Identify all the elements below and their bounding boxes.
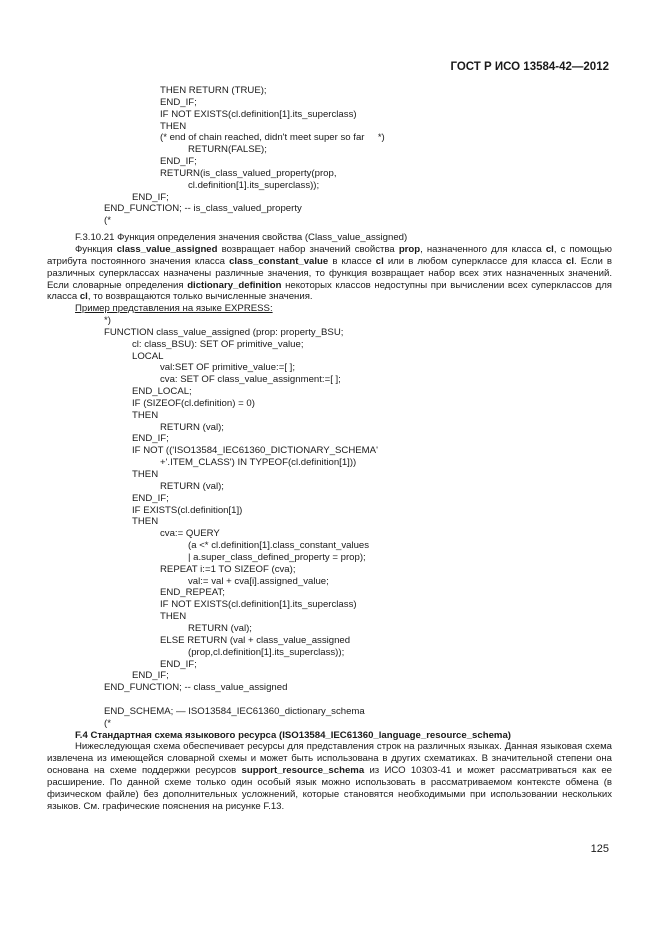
code-line: cl: class_BSU): SET OF primitive_value; — [132, 338, 304, 350]
code-line: END_IF; — [132, 492, 169, 504]
code-line: *) — [104, 315, 111, 327]
code-line: END_FUNCTION; -- class_value_assigned — [104, 682, 288, 694]
code-line: IF EXISTS(cl.definition[1]) — [132, 504, 243, 516]
bold-term: prop — [398, 243, 421, 255]
code-line: cva: SET OF class_value_assignment:=[ ]; — [160, 374, 341, 386]
code-line: END_SCHEMA; — ISO13584_IEC61360_dictionary_schema — [104, 705, 365, 717]
code-line: (* — [104, 215, 111, 227]
document-header: ГОСТ Р ИСО 13584-42—2012 — [450, 61, 609, 73]
code-line: THEN — [160, 611, 187, 623]
code-line: END_REPEAT; — [160, 587, 225, 599]
code-line: RETURN (val); — [160, 480, 224, 492]
bold-term: support_resource_schema — [241, 765, 365, 777]
code-line: THEN — [132, 409, 159, 421]
code-line: REPEAT i:=1 TO SIZEOF (cva); — [160, 563, 296, 575]
code-block-is-class-valued-property — [47, 85, 612, 227]
code-line: val:SET OF primitive_value:=[ ]; — [160, 362, 295, 374]
code-line: IF NOT EXISTS(cl.definition[1].its_superclass) — [160, 108, 357, 120]
page-body — [47, 85, 612, 812]
text-run: Нижеследующая схема обеспечивает ресурсы для представления строк на различных языках. Данная языковая схема извлечена из имеющейся словарной схемы и может быть использована в других схематиках. В значительной степени она основана на схеме поддержки ресурсов — [47, 741, 612, 777]
section-heading-f-3-10-21: F.3.10.21 Функция определения значения свойства (Class_value_assigned) — [75, 232, 408, 244]
code-line: THEN RETURN (TRUE); — [160, 85, 267, 96]
text-run: или в любом суперклассе для класса — [383, 255, 567, 267]
section-paragraph — [47, 244, 612, 303]
code-block-end-schema — [47, 706, 612, 730]
code-line: (prop,cl.definition[1].its_superclass)); — [188, 646, 345, 658]
code-line: (* — [104, 717, 111, 729]
code-line: cva:= QUERY — [160, 528, 220, 540]
code-line: val:= val + cva[i].assigned_value; — [188, 575, 329, 587]
example-label: Пример представления на языке EXPRESS: — [75, 303, 273, 315]
code-line: IF (SIZEOF(cl.definition) = 0) — [132, 397, 255, 409]
code-line: END_IF; — [132, 433, 169, 445]
code-line: cl.definition[1].its_superclass)); — [188, 179, 320, 191]
bold-term: class_value_assigned — [116, 243, 218, 255]
text-run: возвращает набор значений свойства — [217, 243, 399, 255]
code-line: FUNCTION class_value_assigned (prop: property_BSU; — [104, 326, 344, 338]
text-run: в классе — [328, 255, 376, 267]
code-line: ELSE RETURN (val + class_value_assigned — [160, 634, 351, 646]
code-line: END_IF; — [132, 670, 169, 682]
code-line: END_FUNCTION; -- is_class_valued_property — [104, 203, 302, 215]
code-line: RETURN(is_class_valued_property(prop, — [160, 167, 337, 179]
code-line: RETURN (val); — [160, 421, 224, 433]
code-line: | a.super_class_defined_property = prop); — [188, 551, 366, 563]
code-line: LOCAL — [132, 350, 164, 362]
text-run: из ИСО 10303-41 и может рассматриваться как ее расширение. По данной схеме только один особый язык можно использовать в рассматриваемом контексте обмена (в физическом файле) без дополнительных усложнений, которые становятся необходимыми при использовании нескольких языков. См. графические пояснения на рисунке F.13. — [47, 765, 612, 812]
text-run: , то возвращаются только вычисленные значения. — [87, 291, 313, 303]
code-line: IF NOT (('ISO13584_IEC61360_DICTIONARY_SCHEMA' — [132, 445, 378, 457]
code-line: END_IF; — [132, 191, 169, 203]
code-line: THEN — [160, 120, 187, 132]
bold-term: cl — [79, 291, 88, 303]
code-line: RETURN (val); — [188, 622, 252, 634]
page-number: 125 — [590, 843, 609, 855]
code-line: END_IF; — [160, 156, 197, 168]
section-paragraph — [47, 741, 612, 812]
text-run: некоторых классов недоступны при вычислении всех суперклассов для класса — [47, 279, 612, 303]
bold-term: cl — [566, 255, 575, 267]
bold-term: cl — [375, 255, 384, 267]
code-line: +'.ITEM_CLASS') IN TYPEOF(cl.definition[1])) — [160, 457, 357, 469]
code-line: IF NOT EXISTS(cl.definition[1].its_superclass) — [160, 599, 357, 611]
text-run: Функция — [75, 243, 117, 255]
code-line: THEN — [132, 516, 159, 528]
text-run: , назначенного для класса — [420, 243, 546, 255]
text-run: , с помощью атрибута постоянного значения класса — [47, 243, 612, 267]
code-line: END_LOCAL; — [132, 386, 192, 398]
text-run: . Если в различных суперклассах назначены различные значения, то функция возвращает набор всех этих назначенных значений. Если словарные определения — [47, 255, 612, 291]
bold-term: cl — [545, 243, 554, 255]
code-line: (* end of chain reached, didn't meet super so far *) — [160, 132, 385, 144]
code-line: END_IF; — [160, 96, 197, 108]
section-heading-f-4: F.4 Стандартная схема языкового ресурса (ISO13584_IEC61360_language_resource_schema) — [75, 729, 511, 741]
code-line: RETURN(FALSE); — [188, 144, 267, 156]
code-block-class-value-assigned — [47, 315, 612, 694]
code-line: THEN — [132, 469, 159, 480]
code-line: (a <* cl.definition[1].class_constant_values — [188, 540, 370, 552]
bold-term: class_constant_value — [229, 255, 329, 267]
bold-term: dictionary_definition — [187, 279, 282, 291]
code-line: END_IF; — [160, 658, 197, 670]
